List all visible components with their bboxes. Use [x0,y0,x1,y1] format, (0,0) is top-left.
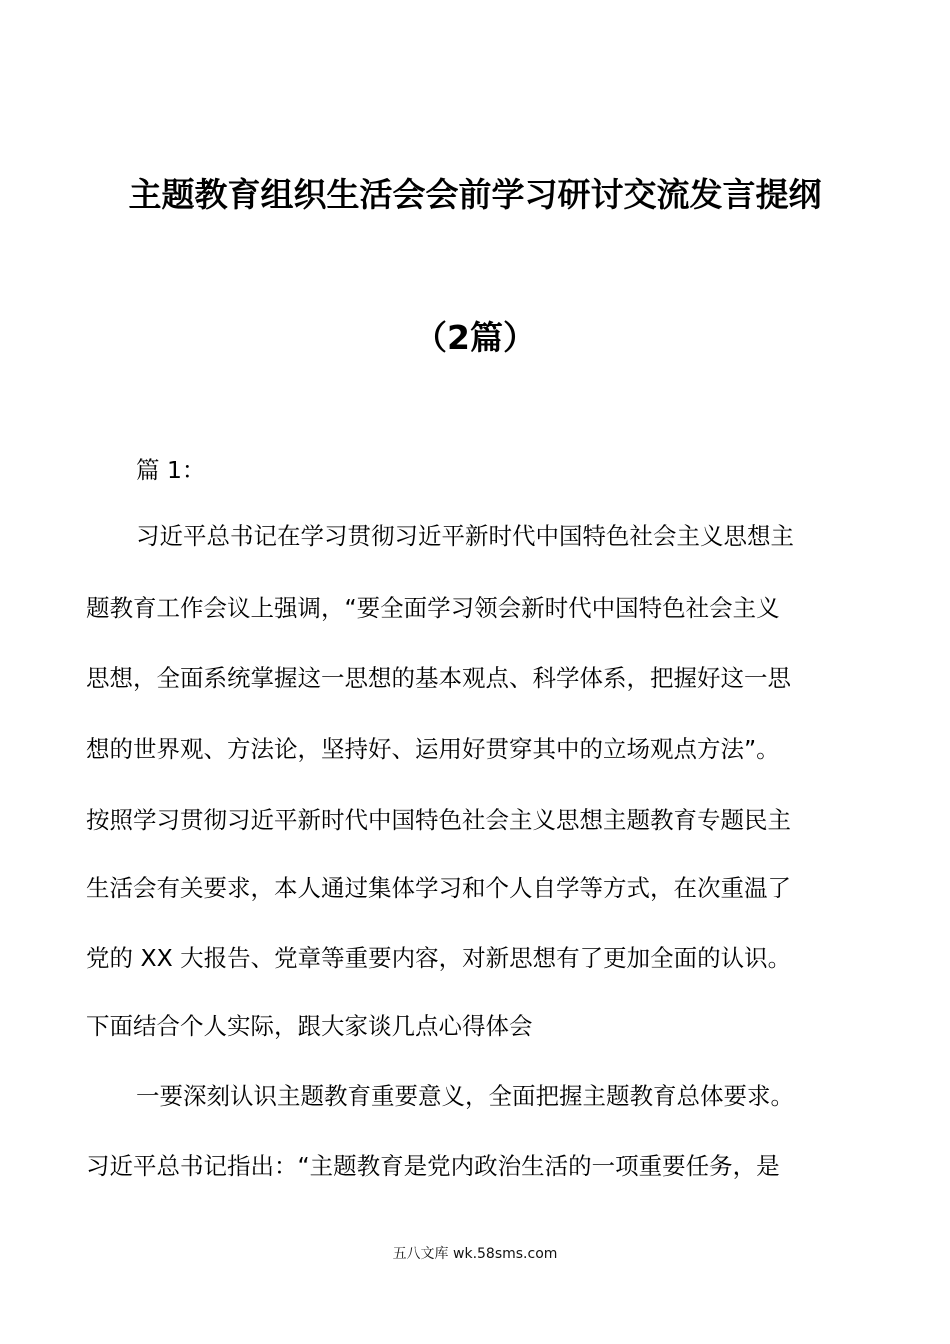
paragraph-line: 生活会有关要求，本人通过集体学习和个人自学等方式，在次重温了 [86,874,791,902]
paragraph-line: 思想，全面系统掌握这一思想的基本观点、科学体系，把握好这一思 [86,664,791,692]
footer-watermark: 五八文库 wk.58sms.com [392,1246,558,1262]
section-heading: 篇 1： [136,456,206,484]
paragraph-line: 习近平总书记在学习贯彻习近平新时代中国特色社会主义思想主 [136,522,794,550]
document-subtitle: （2篇） [414,318,536,357]
paragraph-line: 题教育工作会议上强调，“要全面学习领会新时代中国特色社会主义 [86,594,780,622]
document-title: 主题教育组织生活会会前学习研讨交流发言提纲 [128,175,822,214]
paragraph-line: 党的 XX 大报告、党章等重要内容，对新思想有了更加全面的认识。 [86,944,792,972]
paragraph-line: 一要深刻认识主题教育重要意义，全面把握主题教育总体要求。 [136,1082,794,1110]
paragraph-line: 按照学习贯彻习近平新时代中国特色社会主义思想主题教育专题民主 [86,806,791,834]
paragraph-line: 习近平总书记指出：“主题教育是党内政治生活的一项重要任务，是 [86,1152,780,1180]
paragraph-line: 下面结合个人实际，跟大家谈几点心得体会 [86,1012,533,1040]
paragraph-line: 想的世界观、方法论，坚持好、运用好贯穿其中的立场观点方法”。 [86,735,780,763]
